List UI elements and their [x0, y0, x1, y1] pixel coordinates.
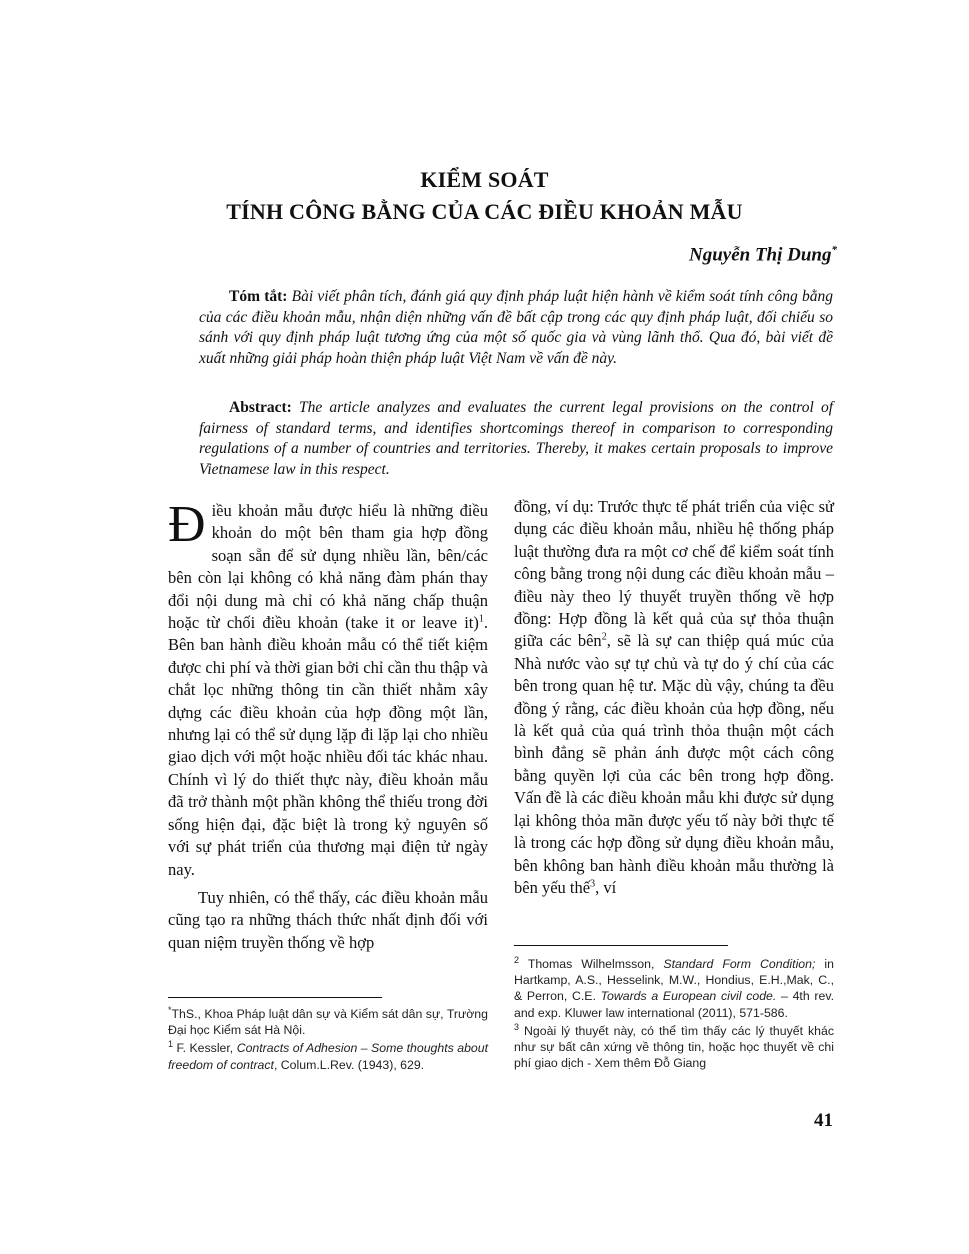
footnote-ref-3[interactable]: 3 [590, 878, 596, 890]
author-footnote-mark: * [831, 244, 837, 256]
footnote-2 [514, 956, 834, 1021]
abstract-vi-text: Bài viết phân tích, đánh giá quy định pháp luật hiện hành về kiểm soát tính công bằng của các điều khoản mẫu, nhận diện những vấn đề bất cập trong các quy định pháp luật, đối chiếu so sánh với quy định pháp luật tương ứng của một số quốc gia và vùng lãnh thổ. Qua đó, bài viết đề xuất những giải pháp hoàn thiện pháp luật Việt Nam về vấn đề này. [199, 288, 833, 367]
body-paragraph-2: Tuy nhiên, có thể thấy, các điều khoản mẫu cũng tạo ra những thách thức nhất định đối với quan niệm truyền thống về hợp [168, 887, 488, 952]
body-p1-part-a: iều khoản mẫu được hiểu là những điều khoản do một bên tham gia hợp đồng soạn sẵn để sử dụng nhiều lần, bên/các bên còn lại không có khả năng đàm phán thay đổi nội dung mà chỉ có khả năng chấp thuận hoặc từ chối điều khoản (take it or leave it) [168, 501, 488, 633]
body-column-right [514, 496, 834, 899]
footnotes-right [514, 956, 834, 1073]
footnote-1-title: Contracts of Adhesion – Some thoughts about freedom of contract [168, 1041, 489, 1072]
article-title-line-1: KIỂM SOÁT [420, 167, 549, 192]
footnote-2-part-b: in Hartkamp, A.S., Hesselink, M.W., Hondius, E.H.,Mak, C., & Perron, C.E. [514, 957, 834, 1004]
drop-cap: Đ [168, 496, 206, 553]
author-name [689, 244, 837, 266]
footnote-star-text: ThS., Khoa Pháp luật dân sự và Kiểm sát dân sự, Trường Đại học Kiểm sát Hà Nội. [168, 1007, 488, 1038]
article-title-line-2: TÍNH CÔNG BẰNG CỦA CÁC ĐIỀU KHOẢN MẪU [226, 199, 743, 224]
body-p3-part-c: , ví [595, 877, 617, 897]
abstract-english [199, 398, 833, 480]
footnote-2-title-2: Towards a European civil code. [600, 989, 777, 1004]
footnote-author [168, 1006, 488, 1038]
footnote-divider-right [514, 945, 728, 946]
body-column-left [168, 496, 488, 954]
footnote-3 [514, 1023, 834, 1072]
body-paragraph-3 [514, 496, 834, 899]
footnotes-left [168, 1006, 488, 1075]
abstract-en-text: The article analyzes and evaluates the current legal provisions on the control of fairness of standard terms, and identifies shortcomings thereof in comparison to corresponding regulations of a number of countries and territories. Thereby, it makes certain proposals to improve Vietnamese law in this respect. [199, 399, 834, 478]
footnote-1-part-b: , Colum.L.Rev. (1943), 629. [273, 1057, 425, 1072]
body-p3-part-b: , sẽ là sự can thiệp quá múc của Nhà nước vào sự tự chủ và tự do ý chí của các bên trong quan hệ tư. Mặc dù vậy, chúng ta đều đồng ý rằng, các điều khoản của hợp đồng, nếu là kết quả của quá trình thỏa thuận một cách bình đẳng sẽ phản ánh được một cách công bằng quyền lợi của các bên trong hợp đồng. Vấn đề là các điều khoản mẫu khi được sử dụng lại không thỏa mãn được yếu tố này bởi thực tế là trong các hợp đồng sử dụng điều khoản mẫu, bên không ban hành điều khoản mẫu thường là bên yếu thế [514, 631, 834, 897]
footnote-1 [168, 1040, 488, 1072]
footnote-ref-2[interactable]: 2 [601, 631, 607, 643]
footnote-1-part-a: F. Kessler, [176, 1041, 237, 1056]
footnote-divider-left [168, 997, 382, 998]
footnote-1-number: 1 [168, 1039, 174, 1050]
footnote-star-mark: * [168, 1004, 172, 1015]
body-p1-part-b: . Bên ban hành điều khoản mẫu có thể tiết kiệm được chi phí và thời gian bởi chỉ cần thu thập và chắt lọc những thông tin cần thiết nhằm xây dựng các điều khoản của hợp đồng một lần, nhưng lại có thể sử dụng lặp đi lặp lại cho nhiều giao dịch với một hoặc nhiều đối tác khác nhau. Chính vì lý do thiết thực này, điều khoản mẫu đã trở thành một phần không thể thiếu trong đời sống hiện đại, đặc biệt là trong kỷ nguyên số với sự phát triển của thương mại điện tử ngày nay. [168, 613, 488, 879]
page-number: 41 [814, 1110, 833, 1131]
abstract-vi-label: Tóm tắt: [229, 288, 288, 305]
footnote-2-part-a: Thomas Wilhelmsson, [527, 957, 664, 971]
footnote-2-number: 2 [514, 954, 520, 965]
body-paragraph-1 [168, 496, 488, 881]
author-name-text: Nguyễn Thị Dung [688, 244, 832, 266]
footnote-3-number: 3 [514, 1021, 520, 1032]
footnote-ref-1[interactable]: 1 [478, 613, 484, 625]
footnote-2-part-c: – 4th rev. and exp. Kluwer law international (2011), 571-586. [514, 989, 834, 1020]
footnote-2-title-1: Standard Form Condition; [663, 957, 816, 971]
abstract-en-label: Abstract: [229, 399, 292, 416]
footnote-3-text: Ngoài lý thuyết này, có thể tìm thấy các lý thuyết khác như sự bất cân xứng về thông tin, hoặc học thuyết về chi phí giao dịch - Xem thêm Đỗ Giang [514, 1023, 835, 1071]
body-p3-part-a: đồng, ví dụ: Trước thực tế phát triển của việc sử dụng các điều khoản mẫu, nhiều hệ thống pháp luật thường đưa ra một cơ chế để kiểm soát tính công bằng trong nội dung các điều khoản mẫu – điều này theo lý thuyết truyền thống về hợp đồng: Hợp đồng là kết quả của sự thỏa thuận giữa các bên [514, 497, 834, 651]
abstract-vietnamese [199, 287, 833, 369]
